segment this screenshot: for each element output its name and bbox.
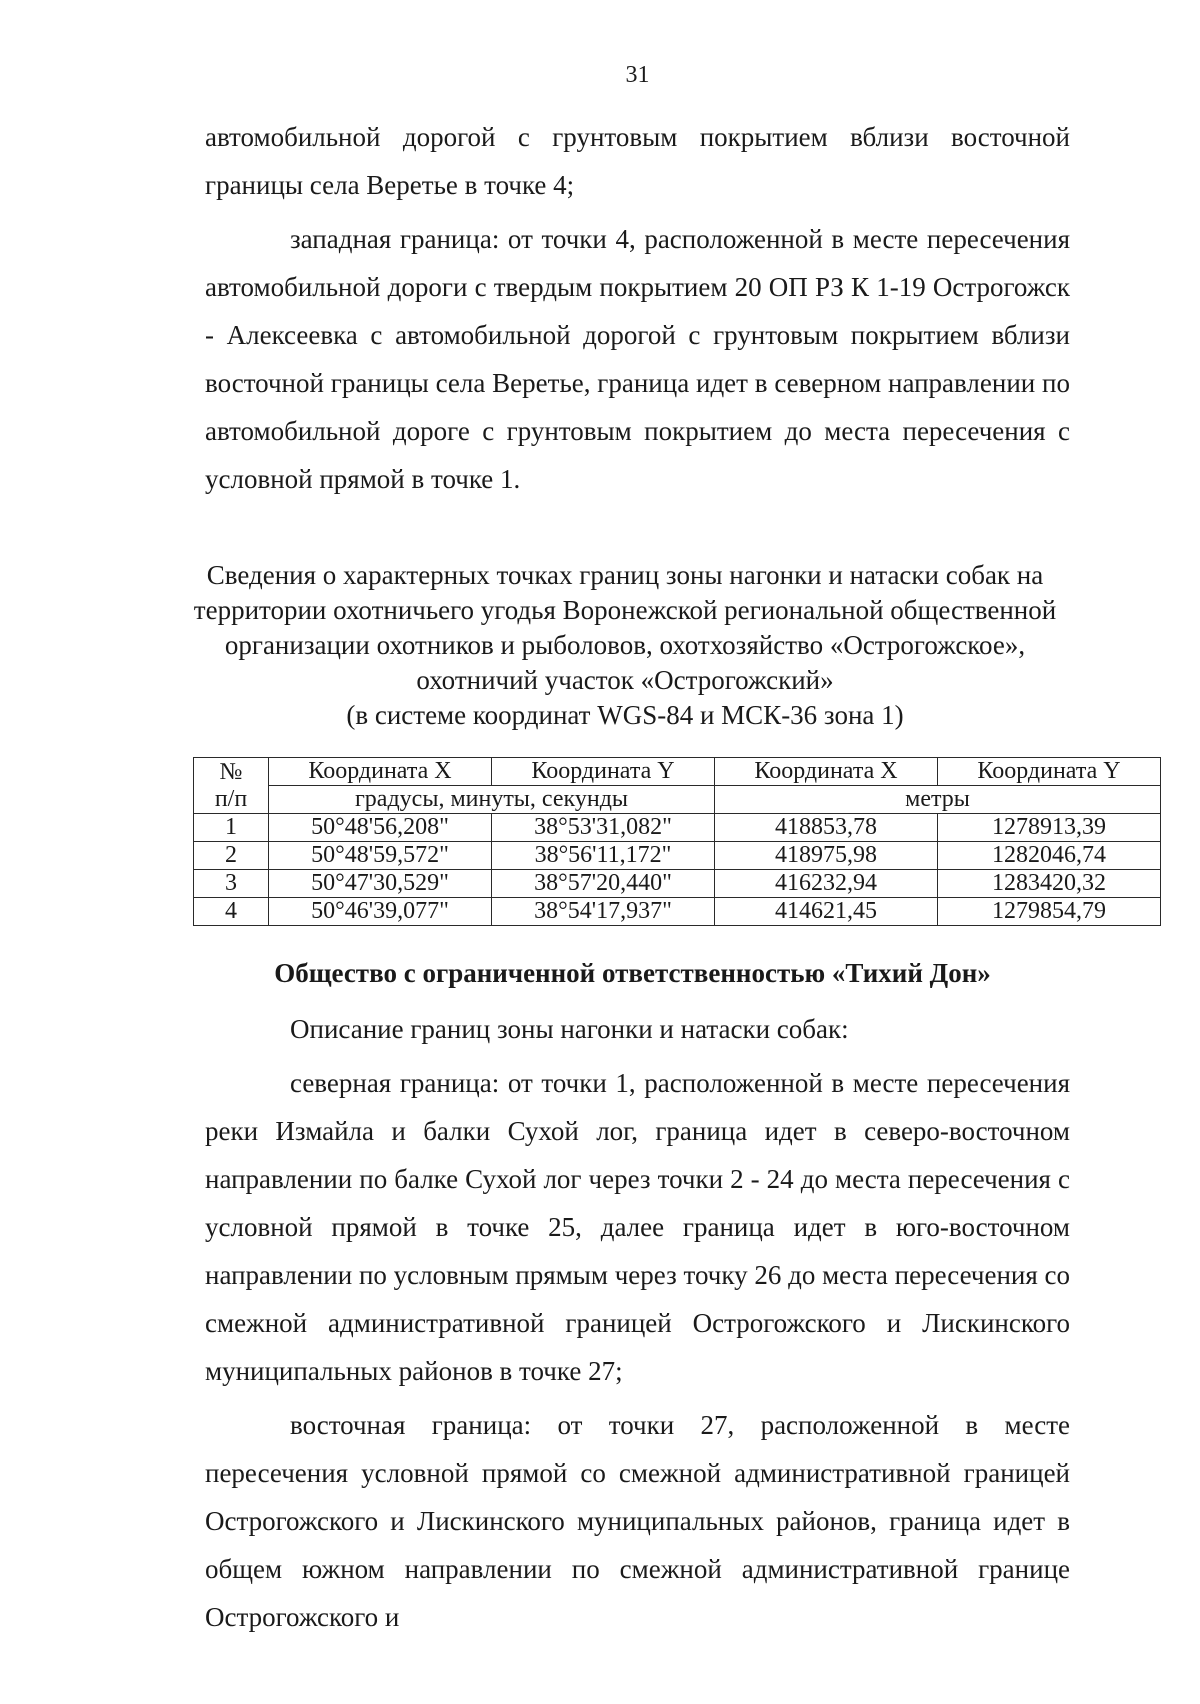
cell-y-degrees: 38°53'31,082" xyxy=(492,814,715,842)
caption-line: охотничий участок «Острогожский» xyxy=(416,665,834,695)
section-title: Общество с ограниченной ответственностью «Тихий Дон» xyxy=(274,958,991,988)
cell-number: 4 xyxy=(194,898,269,926)
header-x-degrees: Координата X xyxy=(269,758,492,786)
paragraph-west-border: западная граница: от точки 4, расположенной в месте пересечения автомобильной дороги с твердым покрытием 20 ОП РЗ К 1-19 Острогожск - Алексеевка с автомобильной дорогой с грунтовым покрытием вблизи восточной границы села Веретье, граница идет в северном направлении по автомобильной дороге с грунтовым покрытием до места пересечения с условной прямой в точке 1. xyxy=(205,224,1070,494)
cell-y-meters: 1279854,79 xyxy=(938,898,1161,926)
coordinates-table xyxy=(193,757,1161,926)
units-degrees: градусы, минуты, секунды xyxy=(269,786,715,814)
cell-number: 3 xyxy=(194,870,269,898)
cell-x-degrees: 50°47'30,529" xyxy=(269,870,492,898)
paragraph-continuation: автомобильной дорогой с грунтовым покрытием вблизи восточной границы села Веретье в точке 4; xyxy=(205,122,1070,200)
cell-x-meters: 418853,78 xyxy=(715,814,938,842)
caption-line: Сведения о характерных точках границ зоны нагонки и натаски собак на xyxy=(206,560,1044,590)
caption-line: (в системе координат WGS-84 и МСК-36 зона 1) xyxy=(346,700,904,730)
header-y-meters: Координата Y xyxy=(938,758,1161,786)
cell-x-degrees: 50°46'39,077" xyxy=(269,898,492,926)
cell-y-degrees: 38°56'11,172" xyxy=(492,842,715,870)
table-caption xyxy=(180,558,1070,733)
header-number-symbol: № xyxy=(219,758,243,785)
cell-y-meters: 1278913,39 xyxy=(938,814,1161,842)
caption-line: территории охотничьего угодья Воронежской региональной общественной xyxy=(193,595,1057,625)
header-y-degrees: Координата Y xyxy=(492,758,715,786)
cell-number: 1 xyxy=(194,814,269,842)
table-row xyxy=(194,814,1161,842)
header-x-meters: Координата X xyxy=(715,758,938,786)
paragraph-description-heading: Описание границ зоны нагонки и натаски собак: xyxy=(290,1014,849,1044)
cell-x-meters: 414621,45 xyxy=(715,898,938,926)
cell-y-degrees: 38°54'17,937" xyxy=(492,898,715,926)
cell-x-meters: 416232,94 xyxy=(715,870,938,898)
header-number-abbr: п/п xyxy=(214,785,248,812)
table-units-row xyxy=(194,786,1161,814)
cell-y-degrees: 38°57'20,440" xyxy=(492,870,715,898)
paragraph-east-border: восточная граница: от точки 27, расположенной в месте пересечения условной прямой со смежной административной границей Острогожского и Лискинского муниципальных районов, граница идет в общем южном направлении по смежной административной границе Острогожского и xyxy=(205,1410,1070,1632)
page-number: 31 xyxy=(625,62,650,88)
table-row xyxy=(194,842,1161,870)
table-header-row xyxy=(194,758,1161,786)
table-row xyxy=(194,870,1161,898)
table-row xyxy=(194,898,1161,926)
cell-x-degrees: 50°48'56,208" xyxy=(269,814,492,842)
cell-x-meters: 418975,98 xyxy=(715,842,938,870)
units-meters: метры xyxy=(715,786,1161,814)
cell-y-meters: 1283420,32 xyxy=(938,870,1161,898)
cell-y-meters: 1282046,74 xyxy=(938,842,1161,870)
paragraph-north-border: северная граница: от точки 1, расположенной в месте пересечения реки Измайла и балки Сухой лог, граница идет в северо-восточном направлении по балке Сухой лог через точки 2 - 24 до места пересечения с условной прямой в точке 25, далее граница идет в юго-восточном направлении по условным прямым через точку 26 до места пересечения со смежной административной границей Острогожского и Лискинского муниципальных районов в точке 27; xyxy=(205,1068,1070,1386)
cell-number: 2 xyxy=(194,842,269,870)
cell-x-degrees: 50°48'59,572" xyxy=(269,842,492,870)
header-number-cell xyxy=(194,758,269,814)
caption-line: организации охотников и рыболовов, охотхозяйство «Острогожское», xyxy=(224,630,1026,660)
